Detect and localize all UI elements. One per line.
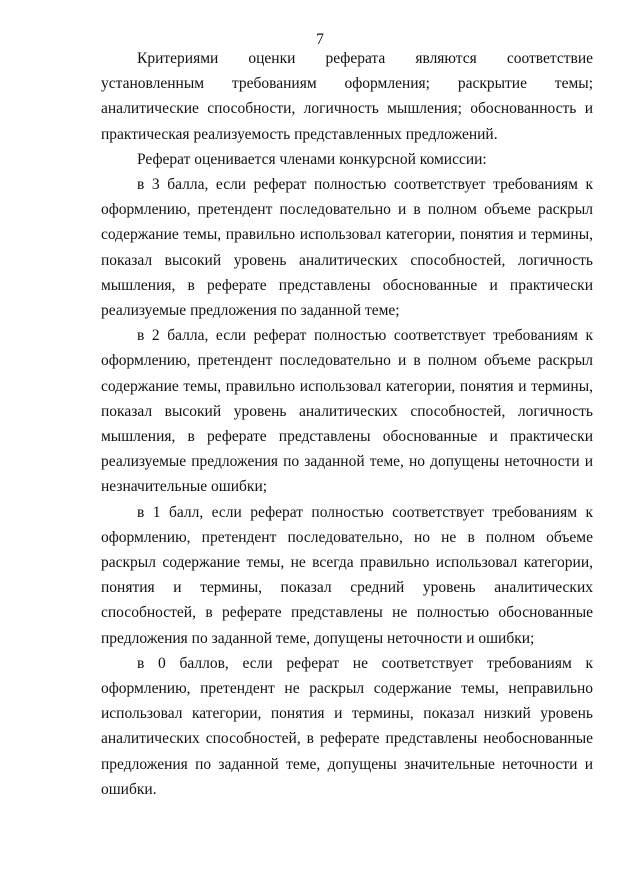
paragraph-score-1: в 1 балл, если реферат полностью соответствует требованиям к оформлению, претендент последовательно, но не в полном объеме раскрыл содержание темы, не всегда правильно использовал категории, понятия и термины, показал средний уровень аналитических способностей, в реферате представлены не полностью обоснованные предложения по заданной теме, допущены неточности и ошибки; xyxy=(101,503,593,647)
paragraph-score-0: в 0 баллов, если реферат не соответствует требованиям к оформлению, претендент не раскрыл содержание темы, неправильно использовал категории, понятия и термины, показал низкий уровень аналитических способностей, в реферате представлены необоснованные предложения по заданной теме, допущены значительные неточности и ошибки. xyxy=(101,654,593,798)
paragraph-score-3: в 3 балла, если реферат полностью соответствует требованиям к оформлению, претендент последовательно и в полном объеме раскрыл содержание темы, правильно использовал категории, понятия и термины, показал высокий уровень аналитических способностей, логичность мышления, в реферате представлены обоснованные и практически реализуемые предложения по заданной теме; xyxy=(101,176,593,320)
document-body xyxy=(101,46,593,802)
paragraph-commission-intro: Реферат оценивается членами конкурсной комиссии: xyxy=(137,150,487,168)
paragraph-score-2: в 2 балла, если реферат полностью соответствует требованиям к оформлению, претендент последовательно и в полном объеме раскрыл содержание темы, правильно использовал категории, понятия и термины, показал высокий уровень аналитических способностей, логичность мышления, в реферате представлены обоснованные и практически реализуемые предложения по заданной теме, но допущены неточности и незначительные ошибки; xyxy=(101,327,593,496)
page-number: 7 xyxy=(316,31,324,48)
paragraph-evaluation-criteria: Критериями оценки реферата являются соответствие установленным требованиям оформления; раскрытие темы; аналитические способности, логичность мышления; обоснованность и практическая реализуемость представленных предложений. xyxy=(101,50,593,143)
